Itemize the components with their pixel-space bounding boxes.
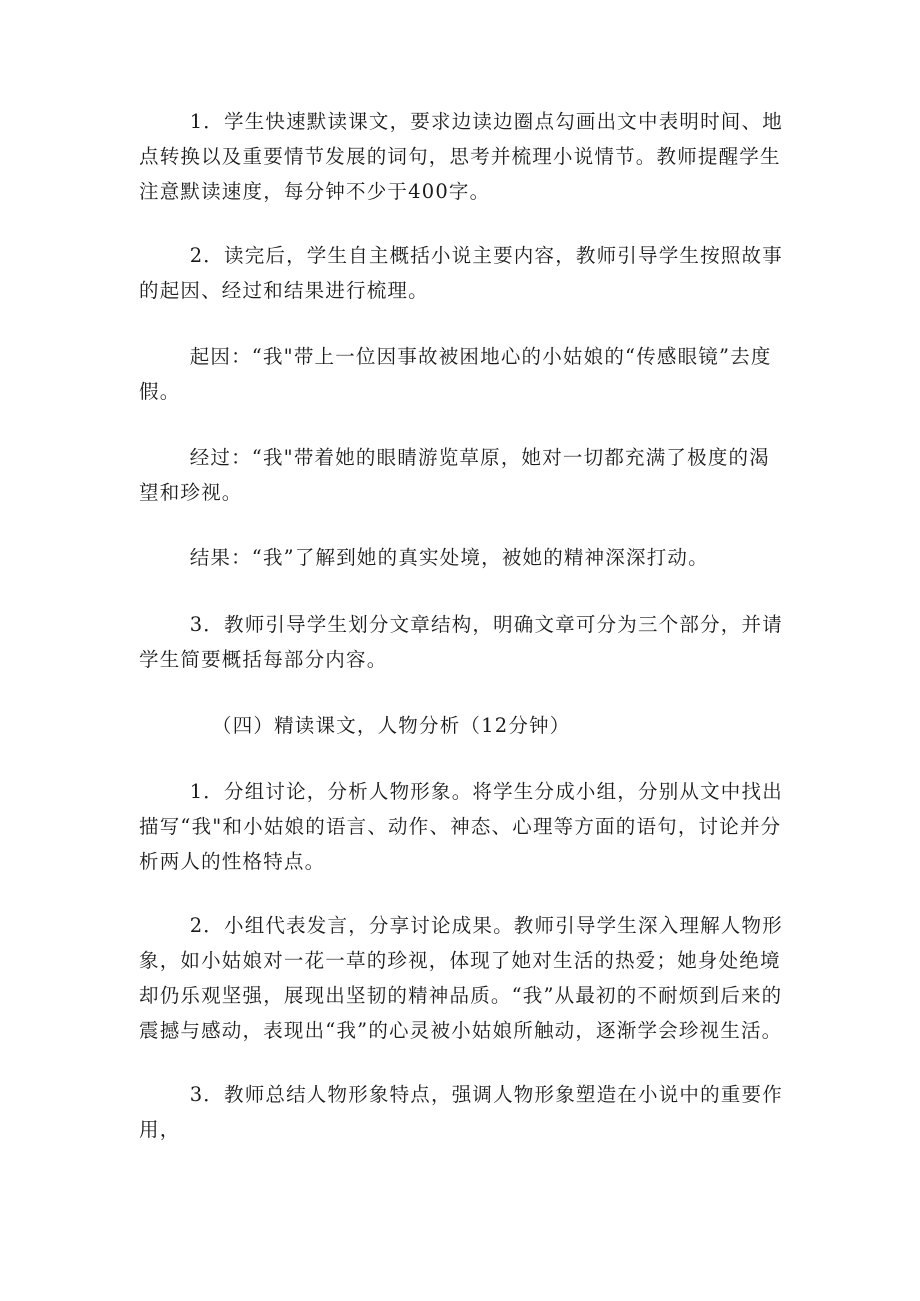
paragraph-group-report: 2．小组代表发言，分享讨论成果。教师引导学生深入理解人物形象，如小姑娘对一花一草的珍视，体现了她对生活的热爱；她身处绝境却仍乐观坚强，展现出坚韧的精神品质。“我”从最初的不耐烦到后来的震撼与感动，表现出“我”的心灵被小姑娘所触动，逐渐学会珍视生活。 <box>139 914 783 1042</box>
paragraph-structure-task: 3．教师引导学生划分文章结构，明确文章可分为三个部分，并请学生简要概括每部分内容。 <box>139 613 783 671</box>
paragraph-teacher-summary: 3．教师总结人物形象特点，强调人物形象塑造在小说中的重要作用， <box>139 1083 783 1141</box>
paragraph-summary-task: 2．读完后，学生自主概括小说主要内容，教师引导学生按照故事的起因、经过和结果进行梳理。 <box>139 244 783 302</box>
section-heading: （四）精读课文，人物分析（12分钟） <box>212 714 571 737</box>
paragraph-cause: 起因：“我"带上一位因事故被困地心的小姑娘的“传感眼镜”去度假。 <box>139 345 772 403</box>
paragraph-result: 结果：“我”了解到她的真实处境，被她的精神深深打动。 <box>189 546 709 569</box>
paragraph-group-discussion: 1．分组讨论，分析人物形象。将学生分成小组，分别从文中找出描写“我"和小姑娘的语言、动作、神态、心理等方面的语句，讨论并分析两人的性格特点。 <box>139 780 783 873</box>
paragraph-reading-task: 1．学生快速默读课文，要求边读边圈点勾画出文中表明时间、地点转换以及重要情节发展的词句，思考并梳理小说情节。教师提醒学生注意默读速度，每分钟不少于400字。 <box>139 110 783 203</box>
paragraph-process: 经过：“我"带着她的眼睛游览草原，她对一切都充满了极度的渴望和珍视。 <box>139 446 770 504</box>
